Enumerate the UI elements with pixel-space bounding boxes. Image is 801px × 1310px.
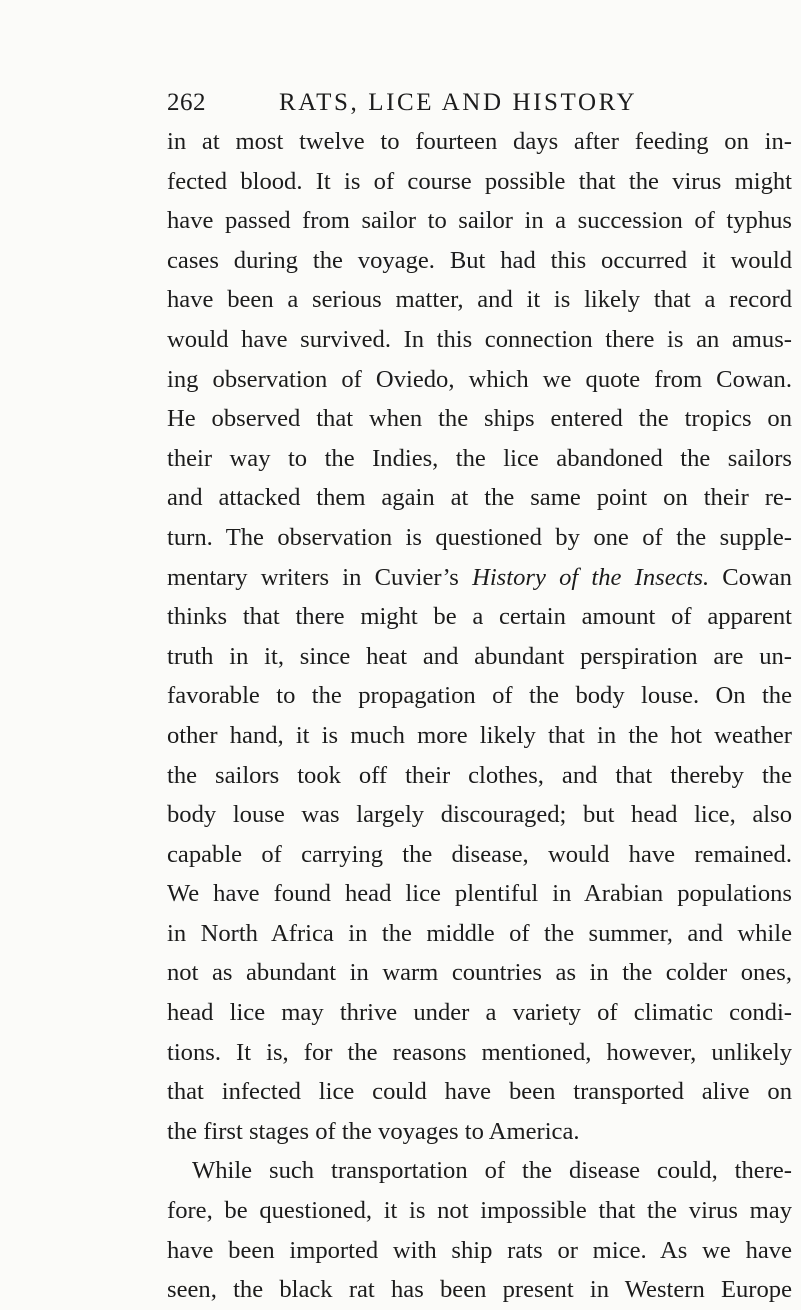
text-line-14: truth in it, since heat and abundant perspiration are un- xyxy=(167,642,792,670)
text-line-10: and attacked them again at the same point on their re- xyxy=(167,484,792,512)
text-line-12-before: mentary writers in Cuvier’s xyxy=(167,563,473,591)
running-head xyxy=(167,88,792,122)
text-line-7: ing observation of Oviedo, which we quote from Cowan. xyxy=(167,365,792,393)
text-line-2: fected blood. It is of course possible that the virus might xyxy=(167,167,792,195)
text-line-12 xyxy=(167,558,792,598)
text-line-15: favorable to the propagation of the body louse. On the xyxy=(167,682,792,710)
text-line-5: have been a serious matter, and it is likely that a record xyxy=(167,286,792,314)
text-line-9: their way to the Indies, the lice abandoned the sailors xyxy=(167,444,792,472)
book-title-italic: History of the Insects. xyxy=(472,563,710,591)
text-line-4: cases during the voyage. But had this occurred it would xyxy=(167,246,792,274)
text-line-26: the first stages of the voyages to America. xyxy=(167,1117,580,1145)
running-title: RATS, LICE AND HISTORY xyxy=(279,89,638,116)
text-line-12-after: Cowan xyxy=(709,563,792,591)
text-line-22: not as abundant in warm countries as in the colder ones, xyxy=(167,959,792,987)
page-number: 262 xyxy=(167,89,206,116)
text-line-6: would have survived. In this connection there is an amus- xyxy=(167,325,792,353)
text-line-21: in North Africa in the middle of the summer, and while xyxy=(167,919,792,947)
text-line-23: head lice may thrive under a variety of climatic condi- xyxy=(167,999,792,1027)
text-line-17: the sailors took off their clothes, and that thereby the xyxy=(167,761,792,789)
text-line-30: seen, the black rat has been present in Western Europe xyxy=(167,1276,792,1304)
text-line-20: We have found head lice plentiful in Arabian populations xyxy=(167,880,792,908)
text-line-16: other hand, it is much more likely that in the hot weather xyxy=(167,721,792,749)
body-text xyxy=(167,122,792,1310)
text-line-24: tions. It is, for the reasons mentioned, however, unlikely xyxy=(167,1038,792,1066)
text-line-29: have been imported with ship rats or mice. As we have xyxy=(167,1236,792,1264)
text-line-8: He observed that when the ships entered the tropics on xyxy=(167,405,792,433)
text-line-1: in at most twelve to fourteen days after feeding on in- xyxy=(167,128,792,155)
text-line-19: capable of carrying the disease, would have remained. xyxy=(167,840,792,868)
text-line-27: While such transportation of the disease could, there- xyxy=(192,1157,792,1185)
book-page xyxy=(167,88,792,1310)
text-line-11: turn. The observation is questioned by one of the supple- xyxy=(167,523,792,551)
text-line-25: that infected lice could have been transported alive on xyxy=(167,1078,792,1106)
text-line-3: have passed from sailor to sailor in a succession of typhus xyxy=(167,207,792,235)
text-line-28: fore, be questioned, it is not impossible that the virus may xyxy=(167,1197,792,1225)
text-line-18: body louse was largely discouraged; but head lice, also xyxy=(167,801,792,829)
text-line-13: thinks that there might be a certain amount of apparent xyxy=(167,603,792,631)
